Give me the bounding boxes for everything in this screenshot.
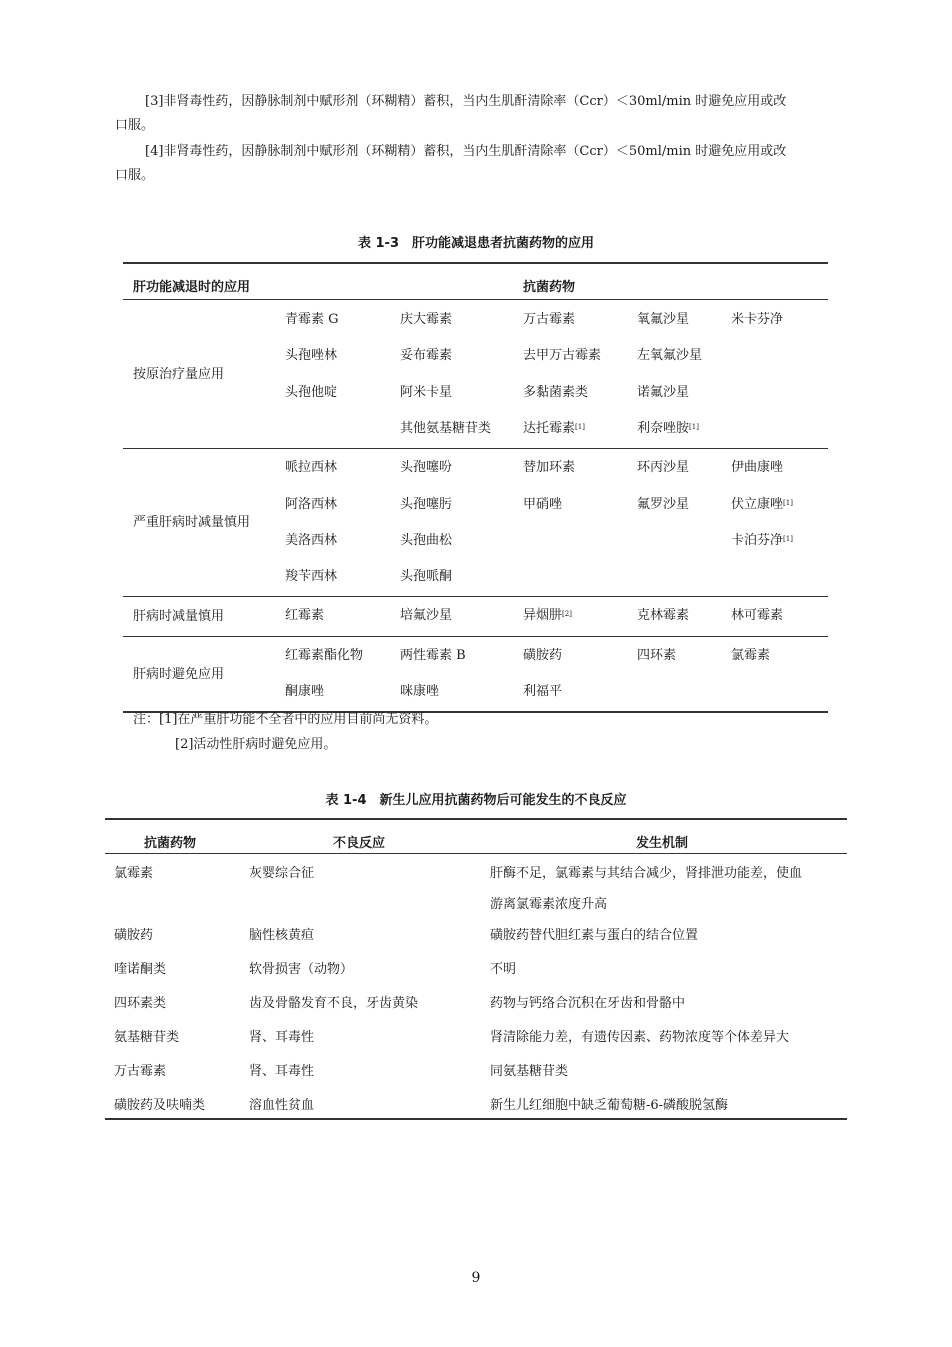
- drug-name: 头孢噻吩: [400, 460, 453, 476]
- drug-name: 替加环素: [523, 460, 576, 476]
- drug-name: 四环素: [637, 647, 677, 663]
- table13-cell: [285, 648, 363, 664]
- footnote-marker: [1]: [783, 498, 793, 507]
- note-4-line2: 口服。: [115, 168, 155, 183]
- footnote-marker: [1]: [783, 534, 793, 543]
- table14-reaction: 肾、耳毒性: [249, 1064, 315, 1079]
- drug-name: 头孢曲松: [400, 532, 453, 548]
- table14-header-drug: 抗菌药物: [144, 836, 197, 851]
- table14-mechanism: 肾清除能力差，有遗传因素、药物浓度等个体差异大: [490, 1030, 790, 1045]
- table14-mechanism: 磺胺药替代胆红素与蛋白的结合位置: [490, 928, 699, 943]
- drug-name: 异烟肼: [523, 608, 563, 624]
- table13-cell: [285, 608, 324, 624]
- drug-name: 去甲万古霉素: [523, 348, 602, 364]
- drug-name: 红霉素酯化物: [285, 647, 364, 663]
- table14-reaction: 溶血性贫血: [249, 1098, 315, 1113]
- table13-cell: [285, 385, 337, 401]
- table14-reaction: 脑性核黄疸: [249, 928, 315, 943]
- drug-name: 左氧氟沙星: [637, 348, 703, 364]
- table14-bottom-rule: [105, 1118, 847, 1120]
- table13-cell: [523, 312, 575, 328]
- drug-name: 米卡芬净: [731, 312, 784, 327]
- table13-cell: [637, 421, 699, 437]
- drug-name: 利奈唑胺: [637, 420, 690, 436]
- table14-mechanism: 游离氯霉素浓度升高: [490, 897, 608, 912]
- table13-cell: [285, 460, 337, 476]
- drug-name: 卡泊芬净: [731, 532, 784, 548]
- table13-note-1: 注：[1]在严重肝功能不全者中的应用目前尚无资料。: [133, 712, 438, 727]
- table14-mechanism: 新生儿红细胞中缺乏葡萄糖-6-磷酸脱氢酶: [490, 1098, 729, 1113]
- table14-mechanism: 药物与钙络合沉积在牙齿和骨骼中: [490, 996, 686, 1011]
- table13-cell: [400, 608, 452, 624]
- table13-cell: [400, 348, 452, 364]
- table13-cell: [637, 648, 676, 664]
- table13-group-label: 按原治疗量应用: [133, 367, 225, 383]
- drug-name: 头孢噻肟: [400, 496, 453, 512]
- table14-drug: 喹诺酮类: [114, 962, 167, 977]
- table13-cell: [285, 569, 337, 585]
- drug-name: 氟罗沙星: [637, 496, 690, 512]
- table13-cell: [400, 533, 452, 549]
- footnote-marker: [1]: [575, 422, 585, 431]
- drug-name: 两性霉素 B: [400, 647, 466, 663]
- drug-name: 氯霉素: [731, 647, 771, 663]
- table13-header-rule: [123, 299, 828, 300]
- drug-name: 红霉素: [285, 608, 325, 624]
- table14-drug: 氯霉素: [114, 866, 154, 881]
- table13-title: 表 1-3 肝功能减退患者抗菌药物的应用: [357, 236, 594, 251]
- table14-drug: 磺胺药: [114, 928, 154, 943]
- table14-drug: 磺胺药及呋喃类: [114, 1098, 206, 1113]
- drug-name: 万古霉素: [523, 312, 576, 327]
- drug-name: 咪康唑: [400, 684, 440, 699]
- footnote-marker: [1]: [689, 422, 699, 431]
- table13-cell: [523, 648, 562, 664]
- drug-name: 多黏菌素类: [523, 384, 589, 400]
- table13-cell: [523, 421, 585, 437]
- table13-cell: [637, 385, 689, 401]
- table13-cell: [523, 684, 562, 700]
- table13-cell: [637, 348, 702, 364]
- table13-cell: [285, 348, 337, 364]
- table13-cell: [637, 497, 689, 513]
- drug-name: 甲硝唑: [523, 496, 563, 512]
- table13-group-rule: [123, 448, 828, 449]
- drug-name: 达托霉素: [523, 420, 576, 436]
- drug-name: 羧苄西林: [285, 569, 338, 585]
- drug-name: 青霉素 G: [285, 312, 339, 327]
- drug-name: 培氟沙星: [400, 608, 453, 624]
- table13-header-drugs: 抗菌药物: [523, 280, 576, 295]
- note-3-line1: [3]非肾毒性药，因静脉制剂中赋形剂（环糊精）蓄积，当内生肌酐清除率（Ccr）＜30ml/min 时避免应用或改: [145, 94, 787, 109]
- table14-drug: 氨基糖苷类: [114, 1030, 180, 1045]
- table13-cell: [285, 684, 324, 700]
- table14-header-mechanism: 发生机制: [636, 836, 689, 851]
- table14-drug: 四环素类: [114, 996, 167, 1011]
- table14-reaction: 灰婴综合征: [249, 866, 315, 881]
- table13-cell: [400, 385, 452, 401]
- table13-cell: [731, 497, 793, 513]
- drug-name: 头孢唑林: [285, 348, 338, 364]
- table13-group-label: 肝病时减量慎用: [133, 609, 225, 625]
- table13-cell: [285, 533, 337, 549]
- table13-cell: [731, 648, 770, 664]
- table13-cell: [637, 460, 689, 476]
- table13-group-label: 严重肝病时减量慎用: [133, 515, 251, 531]
- table14-title: 表 1-4 新生儿应用抗菌药物后可能发生的不良反应: [325, 793, 627, 808]
- footnote-marker: [2]: [562, 610, 572, 619]
- drug-name: 环丙沙星: [637, 460, 690, 476]
- note-3: [115, 90, 786, 138]
- table13-cell: [523, 460, 575, 476]
- table13-cell: [731, 533, 793, 549]
- table13-header-usage: 肝功能减退时的应用: [133, 280, 251, 295]
- table13-cell: [400, 497, 452, 513]
- drug-name: 头孢他啶: [285, 384, 338, 400]
- table14-reaction: 齿及骨骼发育不良，牙齿黄染: [249, 996, 419, 1011]
- table13-cell: [523, 497, 562, 513]
- drug-name: 氧氟沙星: [637, 312, 690, 327]
- drug-name: 庆大霉素: [400, 312, 453, 327]
- table13-cell: [400, 569, 452, 585]
- table13-cell: [637, 312, 689, 328]
- table14-reaction: 软骨损害（动物）: [249, 962, 354, 977]
- table14-mechanism: 肝酶不足，氯霉素与其结合减少，肾排泄功能差，使血: [490, 866, 803, 881]
- page-number: 9: [471, 1270, 481, 1286]
- drug-name: 美洛西林: [285, 532, 338, 548]
- drug-name: 林可霉素: [731, 608, 784, 624]
- table13-cell: [400, 460, 452, 476]
- table13-cell: [523, 348, 601, 364]
- drug-name: 克林霉素: [637, 608, 690, 624]
- table13-cell: [731, 608, 783, 624]
- drug-name: 伊曲康唑: [731, 460, 784, 476]
- drug-name: 阿洛西林: [285, 496, 338, 512]
- table13-cell: [400, 684, 439, 700]
- table13-cell: [400, 421, 491, 437]
- table14-mechanism: 不明: [490, 962, 517, 977]
- table13-cell: [523, 385, 588, 401]
- drug-name: 伏立康唑: [731, 496, 784, 512]
- table13-cell: [400, 648, 466, 664]
- table14-top-rule: [105, 818, 847, 820]
- note-4: [115, 140, 786, 188]
- table13-group-rule: [123, 636, 828, 637]
- note-4-line1: [4]非肾毒性药，因静脉制剂中赋形剂（环糊精）蓄积，当内生肌酐清除率（Ccr）＜50ml/min 时避免应用或改: [145, 144, 787, 159]
- drug-name: 其他氨基糖苷类: [400, 420, 492, 436]
- table14-mechanism: 同氨基糖苷类: [490, 1064, 569, 1079]
- table13-cell: [731, 460, 783, 476]
- drug-name: 哌拉西林: [285, 460, 338, 476]
- table13-top-rule: [123, 262, 828, 264]
- note-3-line2: 口服。: [115, 118, 155, 133]
- drug-name: 磺胺药: [523, 647, 563, 663]
- drug-name: 诺氟沙星: [637, 384, 690, 400]
- drug-name: 阿米卡星: [400, 384, 453, 400]
- drug-name: 酮康唑: [285, 684, 325, 699]
- table13-note-2: [2]活动性肝病时避免应用。: [175, 737, 337, 752]
- table13-cell: [400, 312, 452, 328]
- table14-header-reaction: 不良反应: [333, 836, 386, 851]
- table14-drug: 万古霉素: [114, 1064, 167, 1079]
- table13-cell: [731, 312, 783, 328]
- table13-cell: [285, 312, 339, 328]
- table14-header-rule: [105, 853, 847, 854]
- table13-group-label: 肝病时避免应用: [133, 666, 225, 682]
- table13-cell: [523, 608, 572, 624]
- table14-reaction: 肾、耳毒性: [249, 1030, 315, 1045]
- table13-group-rule: [123, 596, 828, 597]
- drug-name: 利福平: [523, 684, 563, 699]
- table13-cell: [285, 497, 337, 513]
- drug-name: 头孢哌酮: [400, 569, 453, 585]
- drug-name: 妥布霉素: [400, 348, 453, 364]
- table13-cell: [637, 608, 689, 624]
